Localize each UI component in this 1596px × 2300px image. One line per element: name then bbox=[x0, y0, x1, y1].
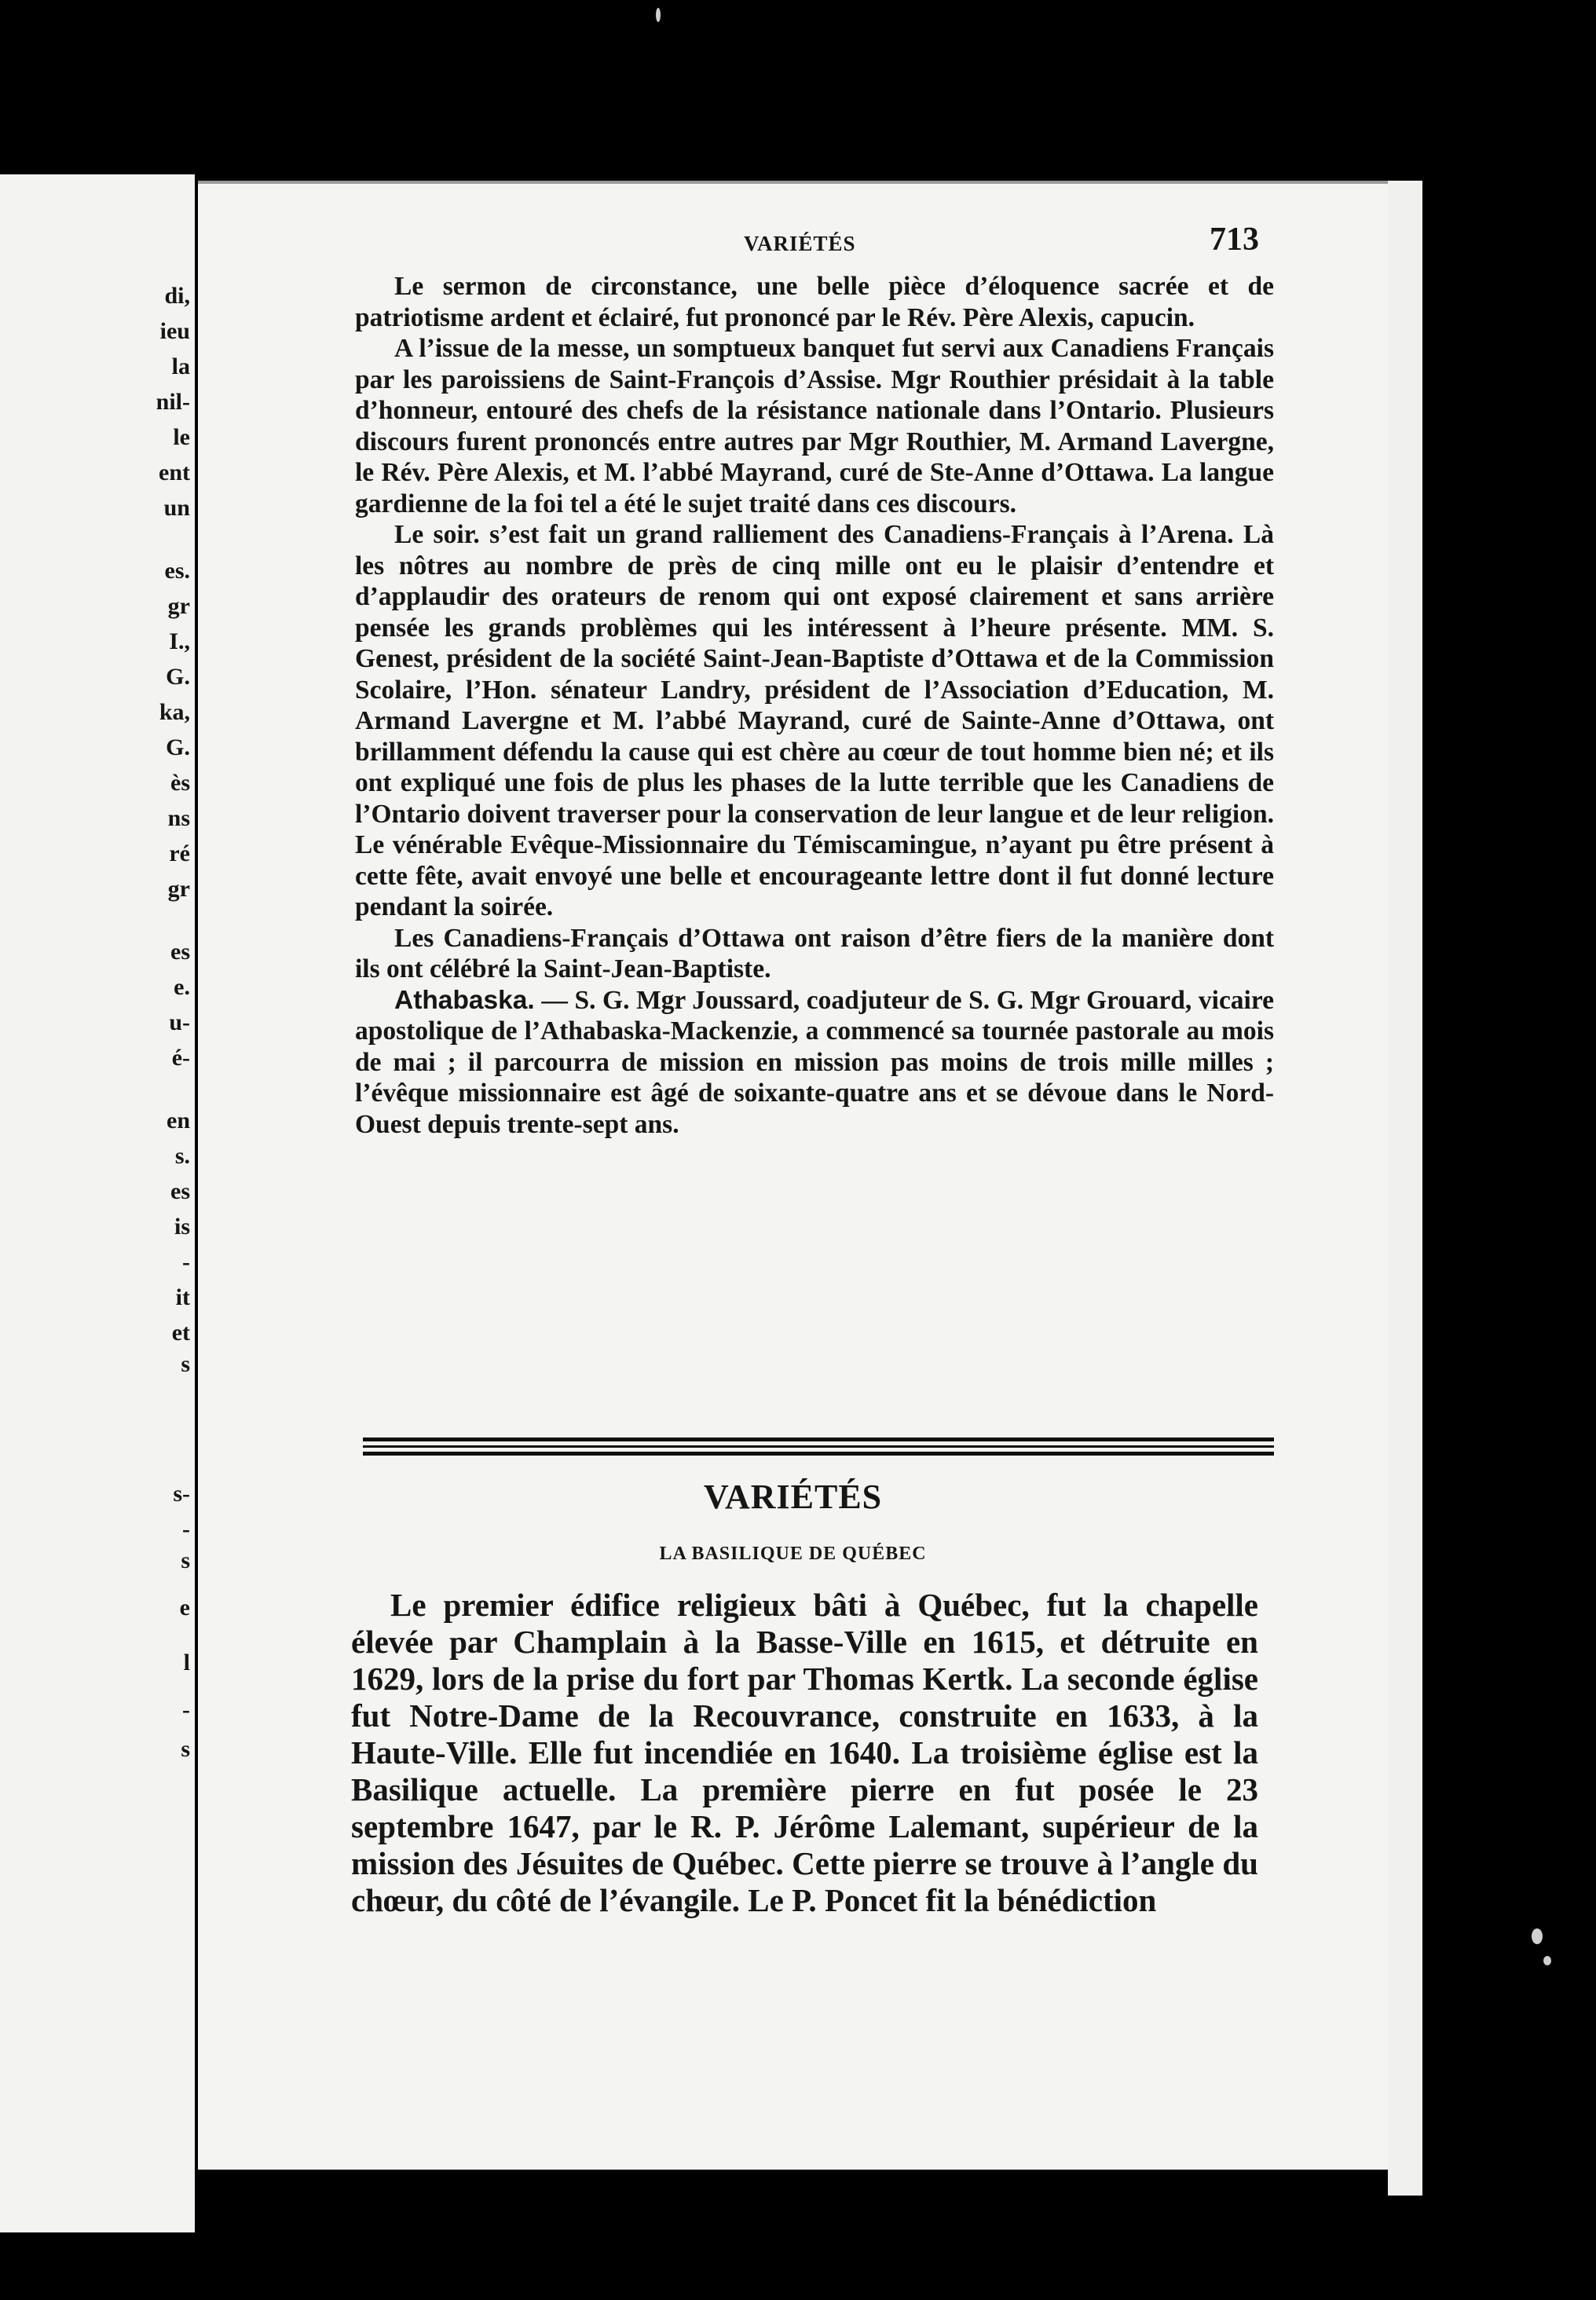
left-page-fragment: I., bbox=[169, 628, 190, 654]
paragraph: A l’issue de la messe, un somptueux banquet fut servi aux Canadiens Français par les paroissiens de Saint-François d’Assise. Mgr Routhier présidait à la table d’honneur, entouré des chefs de la résistance nationale dans l’Ontario. Plusieurs discours furent prononcés entre autres par Mgr Routhier, M. Armand Lavergne, le Rév. Père Alexis, et M. l’abbé Mayrand, curé de Ste-Anne d’Ottawa. La langue gardienne de la foi tel a été le sujet traité dans ces discours. bbox=[355, 334, 1274, 518]
left-page-fragment: es bbox=[170, 1178, 190, 1204]
left-page-fragment: un bbox=[163, 495, 190, 521]
left-page-fragment: le bbox=[173, 424, 190, 450]
section-subtitle: LA BASILIQUE DE QUÉBEC bbox=[659, 1544, 927, 1564]
left-page-fragment: s bbox=[181, 1351, 190, 1377]
athabaska-text: — S. G. Mgr Joussard, coadjuteur de S. G. Mgr Grouard, vicaire apostolique de l’Athabaska-Mackenzie, a commencé sa tournée pastorale au mois de mai ; il parcourra de mission en mission pas moins de trois mille milles ; l’évêque missionnaire est âgé de soixante-quatre ans et se dévoue dans le Nord-Ouest depuis trente-sept ans. bbox=[355, 985, 1274, 1139]
section-title: VARIÉTÉS bbox=[703, 1478, 883, 1516]
left-page-fragment: di, bbox=[164, 283, 190, 309]
left-page-fragment: é- bbox=[171, 1045, 190, 1071]
divider-rule-bottom bbox=[363, 1452, 1274, 1456]
left-page-fragment: G. bbox=[166, 734, 190, 760]
divider-rule-top bbox=[363, 1438, 1274, 1441]
left-page-fragment: es bbox=[170, 939, 190, 965]
left-page-fragment: ieu bbox=[159, 318, 190, 344]
left-page-fragment: G. bbox=[166, 664, 190, 690]
athabaska-lead: Athabaska. bbox=[394, 985, 535, 1015]
article-paragraph: Le premier édifice religieux bâti à Québec, fut la chapelle élevée par Champlain à la Basse-Ville en 1615, et détruite en 1629, lors de la prise du fort par Thomas Kertk. La seconde église fut Notre-Dame de la Recouvrance, construite en 1633, à la Haute-Ville. Elle fut incendiée en 1640. La troisième église est la Basilique actuelle. La première pierre en fut posée le 23 septembre 1647, par le R. P. Jérôme Lalemant, supérieur de la mission des Jésuites de Québec. Cette pierre se trouve à l’angle du chœur, du côté de l’évangile. Le P. Poncet fit la bénédiction bbox=[351, 1587, 1258, 1918]
left-page-fragment: s. bbox=[174, 1143, 190, 1169]
paragraph: Les Canadiens-Français d’Ottawa ont raison d’être fiers de la manière dont ils ont célébré la Saint-Jean-Baptiste. bbox=[355, 923, 1274, 983]
left-page-fragment: l bbox=[183, 1650, 190, 1676]
page-header bbox=[198, 216, 1388, 263]
scan-speck bbox=[1532, 1928, 1543, 1944]
left-page-fragment: - bbox=[182, 1516, 190, 1542]
divider-rule-middle bbox=[363, 1445, 1274, 1448]
left-page-fragment: nil- bbox=[156, 389, 190, 415]
left-page-fragment: ès bbox=[170, 770, 190, 796]
left-page-fragment: is bbox=[174, 1214, 190, 1240]
page-number: 713 bbox=[1210, 222, 1259, 258]
left-page-fragment: gr bbox=[167, 593, 190, 619]
main-text bbox=[355, 271, 1274, 1140]
paragraph: Le sermon de circonstance, une belle pièce d’éloquence sacrée et de patriotisme ardent et éclairé, fut prononcé par le Rév. Père Alexis, capucin. bbox=[355, 272, 1274, 332]
left-page-fragment: la bbox=[171, 353, 190, 379]
paragraph-athabaska bbox=[355, 985, 1274, 1141]
left-page-fragment: e. bbox=[174, 974, 190, 1000]
left-page-fragment: ré bbox=[169, 841, 190, 866]
left-page-fragment: ka, bbox=[159, 699, 190, 725]
left-page-fragment: - bbox=[182, 1249, 190, 1275]
left-page-fragment: ent bbox=[159, 460, 190, 485]
left-page-fragment: it bbox=[175, 1284, 190, 1310]
left-page-fragment: en bbox=[167, 1108, 190, 1134]
left-page-edge bbox=[0, 174, 195, 2232]
section-divider bbox=[363, 1438, 1274, 1459]
left-page-fragment: - bbox=[182, 1697, 190, 1723]
scan-speck bbox=[1543, 1956, 1551, 1965]
left-page-fragment: e bbox=[179, 1595, 190, 1621]
left-page-fragment: gr bbox=[167, 876, 190, 902]
left-page-fragment: u- bbox=[169, 1009, 190, 1035]
article-text bbox=[351, 1587, 1258, 1919]
left-page-fragment: ns bbox=[167, 805, 190, 831]
running-head: VARIÉTÉS bbox=[744, 232, 856, 255]
left-page-fragment: s bbox=[181, 1547, 190, 1573]
page-edge-shadow bbox=[1388, 181, 1422, 2196]
left-page-fragment: s bbox=[181, 1736, 190, 1762]
left-page-fragment: et bbox=[171, 1320, 190, 1346]
paragraph: Le soir. s’est fait un grand ralliement des Canadiens-Français à l’Arena. Là les nôtres au nombre de près de cinq mille ont eu le plaisir d’entendre et d’applaudir des orateurs de renom qui ont exposé clairement et sans arrière pensée les grands problèmes qui les intéressent à l’heure présente. MM. S. Genest, président de la société Saint-Jean-Baptiste d’Ottawa et de la Commission Scolaire, l’Hon. sénateur Landry, président de l’Association d’Education, M. Armand Lavergne et M. l’abbé Mayrand, curé de Sainte-Anne d’Ottawa, ont brillamment défendu la cause qui est chère au cœur de tout homme bien né; et ils ont expliqué une fois de plus les phases de la lutte terrible que les Canadiens de l’Ontario doivent traverser pour la conservation de leur langue et de leur religion. Le vénérable Evêque-Missionnaire du Témiscamingue, n’ayant pu être présent à cette fête, avait envoyé une belle et encourageante lettre dont il fut donné lecture pendant la soirée. bbox=[355, 520, 1274, 921]
scan-speck bbox=[656, 8, 661, 22]
left-page-fragment: es. bbox=[164, 558, 190, 584]
left-page-fragment: s- bbox=[173, 1481, 190, 1507]
